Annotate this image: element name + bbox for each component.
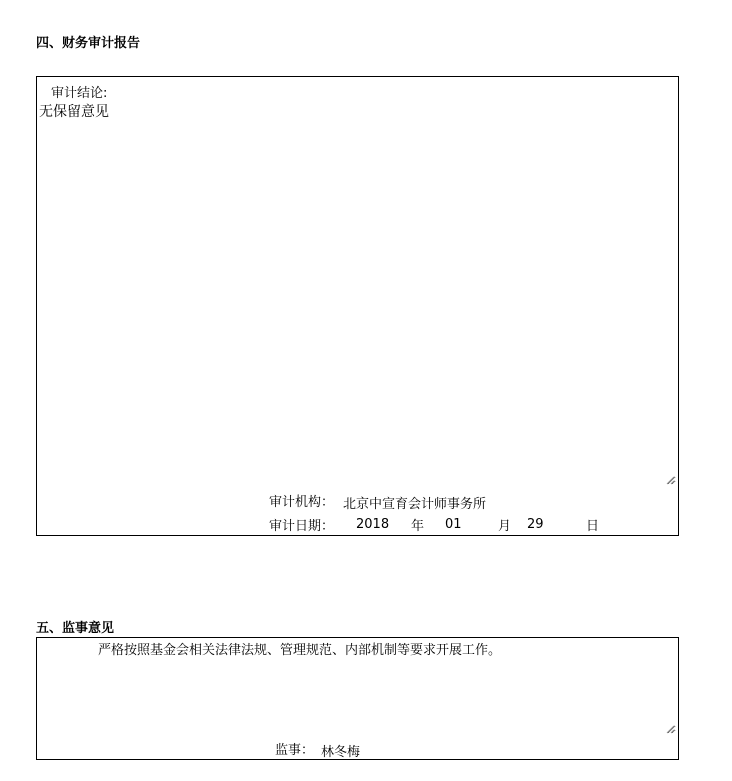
supervisor-opinion-box	[36, 637, 679, 760]
audit-year-value: 2018	[356, 517, 390, 532]
supervisor-label: 监事：	[275, 743, 315, 758]
audit-conclusion-label: 审计结论:	[51, 86, 108, 101]
supervisor-opinion-textarea[interactable]	[39, 639, 676, 734]
supervisor-name-value: 林冬梅	[321, 745, 361, 760]
audit-day-value: 29	[527, 517, 544, 532]
resize-handle-icon[interactable]	[665, 724, 675, 734]
audit-section-title: 四、财务审计报告	[36, 36, 141, 51]
audit-month-value: 01	[445, 517, 462, 532]
audit-year-unit: 年	[411, 519, 425, 534]
audit-agency-label: 审计机构：	[269, 495, 335, 510]
audit-day-unit: 日	[586, 519, 600, 534]
audit-conclusion-textarea[interactable]	[39, 101, 676, 485]
resize-handle-icon[interactable]	[665, 475, 675, 485]
supervisor-section-title: 五、监事意见	[36, 621, 115, 636]
audit-date-label: 审计日期：	[269, 519, 335, 534]
audit-report-box	[36, 76, 679, 536]
audit-agency-value: 北京中宣育会计师事务所	[343, 497, 487, 512]
audit-month-unit: 月	[498, 519, 512, 534]
